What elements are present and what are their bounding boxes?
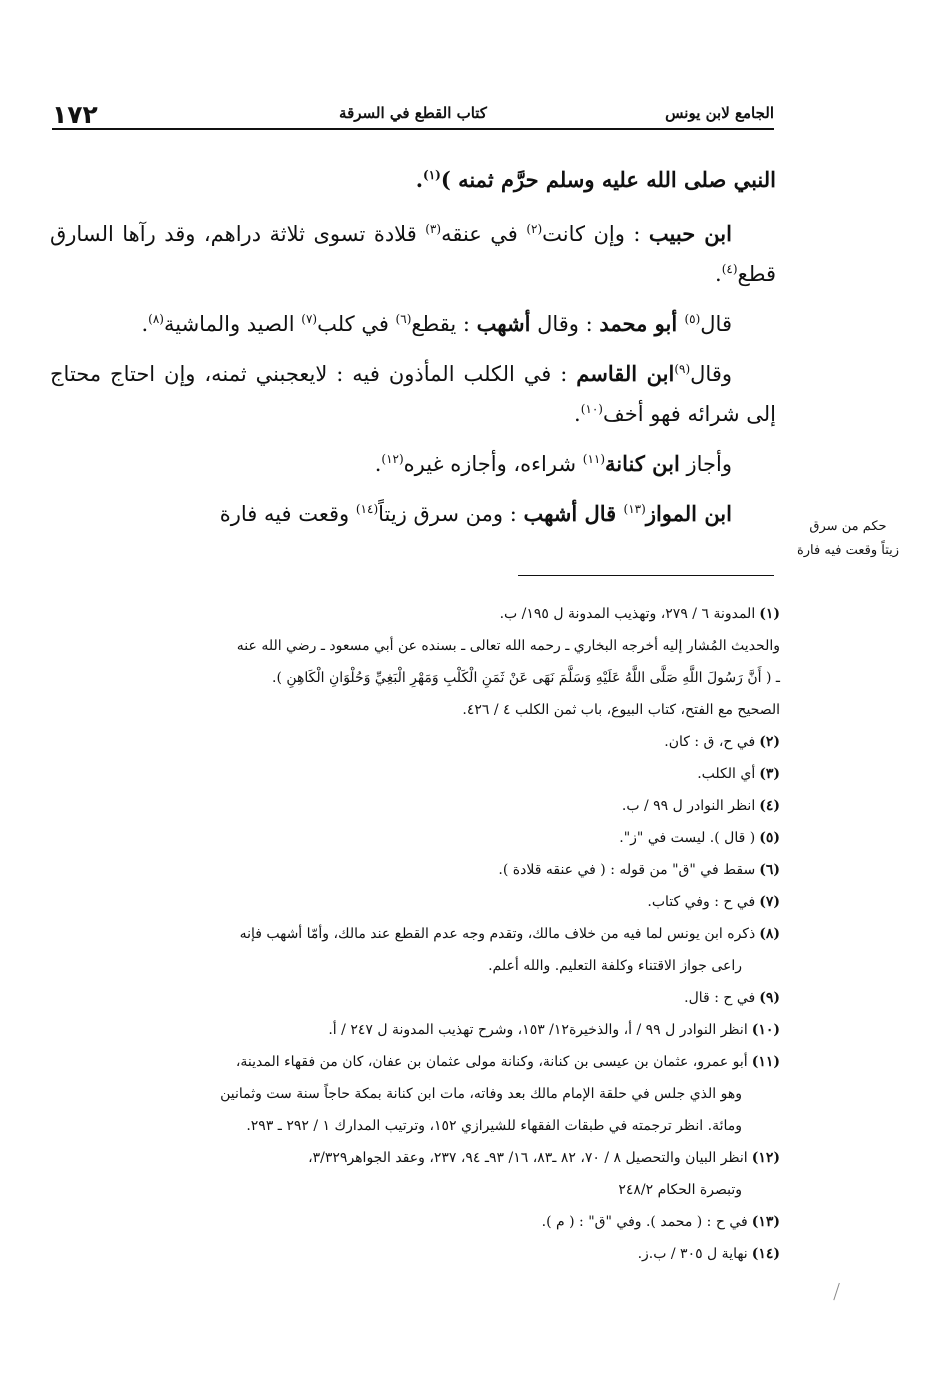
paragraph-text: . (374, 452, 382, 476)
author-name: قال أشهب (523, 501, 624, 526)
footnote-4 (58, 790, 780, 822)
footnote-3 (58, 758, 780, 790)
paragraph-text: . (715, 262, 722, 286)
paragraph-2 (50, 214, 776, 294)
book-title: الجامع لابن يونس (665, 104, 774, 122)
footnote-ref: (٣) (425, 222, 442, 236)
footnote-7 (58, 886, 780, 918)
main-text (50, 160, 776, 544)
footnote-number: (١) (759, 606, 780, 622)
footnote-text: انظر البيان والتحصيل ٨ / ٧٠، ٨٢ ـ٨٣، ١٦/ ٩٣ـ ٩٤، ٢٣٧، وعقد الجواهر٣/٣٢٩، (308, 1150, 748, 1166)
margin-note (785, 515, 911, 563)
footnote-text: انظر النوادر ل ٩٩ / ب. (621, 798, 756, 814)
footnote-number: (٢) (759, 734, 780, 750)
paragraph-text: : وإن كانت (542, 222, 649, 246)
footnote-12-line: وتبصرة الحكام ٢٤٨/٢ (618, 1182, 742, 1198)
author-name: أبو محمد (599, 311, 685, 336)
footnote-ref: (٧) (301, 312, 318, 326)
footnote-number: (١١) (751, 1054, 780, 1070)
footnote-ref: (٩) (674, 362, 691, 376)
footnote-ref: (٦) (395, 312, 412, 326)
paragraph-text: : ومن سرق زيتاً (378, 502, 524, 526)
author-name: ابن كنانة (605, 451, 680, 476)
footnote-text: انظر النوادر ل ٩٩ / أ، والذخيرة١٢/ ١٥٣، وشرح تهذيب المدونة ل ٢٤٧ / أ. (328, 1022, 748, 1038)
paragraph-text: قلادة تسوى ثلاثة دراهم، وقد رآها السارق قطع (50, 222, 776, 286)
footnote-number: (٩) (759, 990, 780, 1006)
paragraph-text: . (141, 312, 149, 336)
footnote-ref: (١٣) (623, 502, 646, 516)
footnote-text: في ح، ق : كان. (664, 734, 756, 750)
footnote-number: (٣) (759, 766, 780, 782)
footnote-2 (58, 726, 780, 758)
footnote-text: أبو عمرو، عثمان بن عيسى بن كنانة، وكنانة مولى عثمان بن عفان، كان من فقهاء المدينة، (235, 1054, 748, 1070)
footnote-ref: (١٠) (580, 402, 603, 416)
footnote-1 (58, 598, 780, 630)
paragraph-text: . (574, 402, 581, 426)
author-name: ابن القاسم (576, 361, 675, 386)
footnote-9 (58, 982, 780, 1014)
footnote-text: ( قال ). ليست في "ز". (619, 830, 756, 846)
paragraph-text: : يقطع (411, 312, 477, 336)
footnote-ref: (٢) (526, 222, 543, 236)
paragraph-5 (50, 444, 776, 484)
paragraph-4 (50, 354, 776, 434)
footnote-text: ذكره ابن يونس لما فيه من خلاف مالك، وتقدم وجه عدم القطع عند مالك، وأمّا أشهب فإنه (239, 926, 756, 942)
paragraph-1: النبي صلى الله عليه وسلم حرَّم ثمنه )$^{(١)}$. (415, 167, 776, 192)
paragraph-text: النبي صلى الله عليه وسلم حرَّم ثمنه ) (440, 167, 776, 192)
footnote-12 (58, 1142, 780, 1174)
footnote-ref: (٤) (721, 262, 738, 276)
page-number: ١٧٢ (52, 100, 98, 129)
footnote-8 (58, 918, 780, 950)
footnote-1-line: والحديث المُشار إليه أخرجه البخاري ـ رحمه الله تعالى ـ بسنده عن أبي مسعود ـ رضي الله عنه (236, 638, 780, 654)
footnote-13 (58, 1206, 780, 1238)
footnote-number: (٧) (759, 894, 780, 910)
footnote-ref: (١) (423, 168, 441, 182)
paragraph-text: وقال (690, 362, 732, 386)
footnote-number: (١٠) (751, 1022, 780, 1038)
footnote-5 (58, 822, 780, 854)
footnote-8-line: راعى جواز الاقتناء وكلفة التعليم. والله أعلم. (488, 958, 742, 974)
footnote-ref: (٥) (684, 312, 701, 326)
author-name: ابن حبيب (648, 221, 732, 246)
footnote-text: المدونة ٦ / ٢٧٩، وتهذيب المدونة ل ١٩٥/ ب. (499, 606, 756, 622)
footnote-ref: (١١) (582, 452, 606, 466)
chapter-title: كتاب القطع في السرقة (339, 104, 487, 122)
paragraph-text: قال (700, 312, 732, 336)
paragraph-text: في عنقه (441, 222, 527, 246)
footnote-divider (518, 575, 774, 576)
footnote-11 (58, 1046, 780, 1078)
footnote-text: في ح : ( محمد ). وفي "ق" : ( م ). (541, 1214, 748, 1230)
scan-mark (833, 1283, 842, 1301)
margin-note-line: حكم من سرق (809, 519, 887, 534)
footnote-10 (58, 1014, 780, 1046)
paragraph-6 (50, 494, 776, 534)
footnote-11-line: وهو الذي جلس في حلقة الإمام مالك بعد وفاته، مات ابن كنانة بمكة حاجاً سنة ست وثمانين (220, 1086, 742, 1102)
footnote-14 (58, 1238, 780, 1270)
footnote-6 (58, 854, 780, 886)
footnote-number: (١٣) (751, 1214, 780, 1230)
footnote-number: (١٤) (751, 1246, 780, 1262)
footnote-ref: (١٤) (355, 502, 379, 516)
footnote-text: سقط في "ق" من قوله : ( في عنقه قلادة ). (498, 862, 756, 878)
margin-note-line: زيتاً وقعت فيه فارة (796, 543, 900, 558)
footnote-ref: (١٢) (381, 452, 404, 466)
author-name: أشهب (476, 311, 531, 336)
footnote-number: (١٢) (751, 1150, 780, 1166)
paragraph-text: : وقال (530, 312, 600, 336)
footnote-1-line: الصحيح مع الفتح، كتاب البيوع، باب ثمن الكلب ٤ / ٤٢٦. (462, 702, 780, 718)
running-header (52, 100, 774, 130)
footnote-number: (٦) (759, 862, 780, 878)
footnote-text: في ح : وفي كتاب. (647, 894, 756, 910)
footnote-text: نهاية ل ٣٠٥ / ب.ز. (637, 1246, 748, 1262)
footnote-number: (٤) (759, 798, 780, 814)
author-name: ابن المواز (645, 501, 732, 526)
footnote-11-line: ومائة. انظر ترجمته في طبقات الفقهاء للشيرازي ١٥٢، وترتيب المدارك ١ / ٢٩٢ ـ ٢٩٣. (246, 1118, 742, 1134)
paragraph-text: في كلب (317, 312, 396, 336)
footnotes (58, 598, 780, 1270)
paragraph-text: وقعت فيه فارة (219, 502, 356, 526)
footnote-text: أي الكلب. (697, 766, 756, 782)
footnote-ref: (٨) (148, 312, 164, 326)
footnote-number: (٥) (759, 830, 780, 846)
footnote-1-line: ـ ( أَنَّ رَسُولَ اللَّهِ صَلَّى اللَّهُ عَلَيْهِ وَسَلَّمَ نَهَى عَنْ ثَمَنِ الْكَلْبِ وَمَهْرِ الْبَغِيِّ وَحُلْوَانِ الْكَاهِنِ ). (272, 670, 780, 686)
paragraph-text: وأجاز (679, 452, 732, 476)
paragraph-text: الصيد والماشية (163, 312, 302, 336)
footnote-text: في ح : قال. (684, 990, 756, 1006)
paragraph-text: شراءه، وأجازه غيره (403, 452, 583, 476)
header-divider (52, 128, 774, 130)
paragraph-3 (50, 304, 776, 344)
paragraph-text: : في الكلب المأذون فيه : لايعجبني ثمنه، وإن احتاج محتاج إلى شرائه فهو أخف (50, 362, 776, 426)
footnote-number: (٨) (759, 926, 780, 942)
